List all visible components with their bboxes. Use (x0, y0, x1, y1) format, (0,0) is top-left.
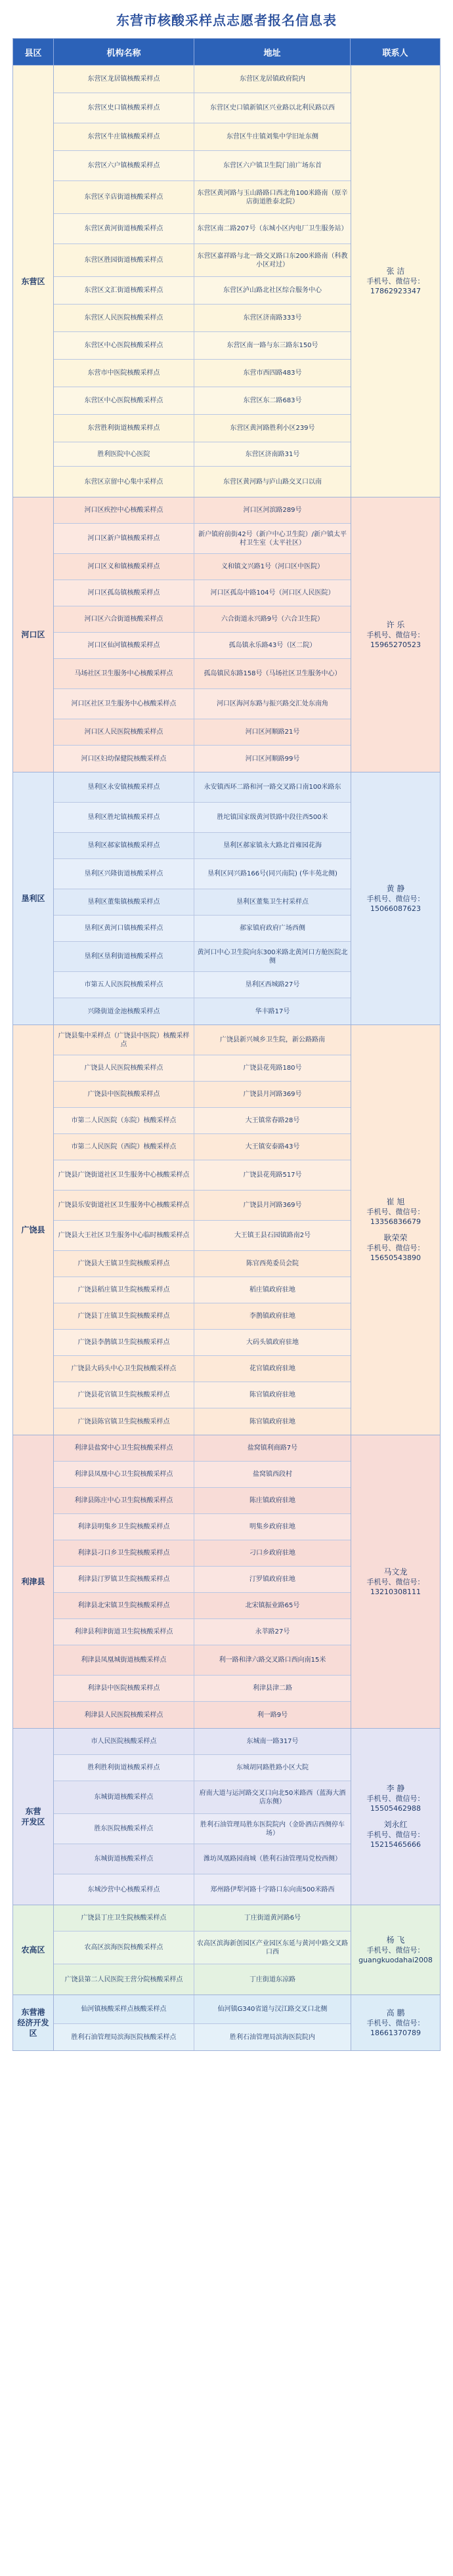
district-rows (54, 1729, 351, 1905)
table-row (54, 1729, 351, 1755)
table-row (54, 606, 351, 633)
org-name-cell: 市人民医院核酸采样点 (54, 1729, 194, 1754)
org-name-cell: 利津县陈庄中心卫生院核酸采样点 (54, 1488, 194, 1513)
org-name-cell: 东营区史口镇核酸采样点 (54, 93, 194, 123)
address-cell: 东营区黄河路胜利小区239号 (230, 425, 315, 432)
table-row (54, 1303, 351, 1330)
table-row (54, 467, 351, 497)
org-name-cell: 东营区辛店街道核酸采样点 (54, 181, 194, 213)
table-row (54, 244, 351, 277)
org-name-cell: 东营市中医院核酸采样点 (54, 360, 194, 387)
org-name-cell: 广饶县中医院核酸采样点 (54, 1082, 194, 1107)
address-cell: 东营区六户镇卫生院门前广场东首 (194, 151, 351, 180)
org-name-cell: 广饶县丁庄卫生院核酸采样点 (54, 1905, 194, 1931)
org-name-cell: 利津县凤凰城街道核酸采样点 (54, 1645, 194, 1675)
address-cell: 垦利区同兴路166号(同兴南院) (华丰苑北侧) (194, 859, 351, 889)
org-name-cell: 广饶县乐安街道社区卫生服务中心核酸采样点 (54, 1191, 194, 1220)
org-name-cell: 河口区新户镇核酸采样点 (54, 524, 194, 553)
district-rows (54, 1435, 351, 1728)
org-name-cell: 利津县明集乡卫生院核酸采样点 (54, 1514, 194, 1540)
org-name-cell: 河口区六合街道核酸采样点 (54, 606, 194, 632)
org-name-cell: 广饶县大王镇卫生院核酸采样点 (54, 1251, 194, 1277)
org-name-cell: 广饶县李鹊镇卫生院核酸采样点 (54, 1330, 194, 1355)
address-cell: 郝家镇府政府广场西侧 (194, 916, 351, 941)
table-row (54, 1964, 351, 1995)
contact-phone: 13210308111 (370, 1587, 421, 1596)
org-name-cell: 市第二人民医院（东院）核酸采样点 (54, 1108, 194, 1133)
address-cell: 盐窝镇利商路7号 (247, 1445, 298, 1452)
address-cell: 稻庄镇政府驻地 (194, 1277, 351, 1303)
address-cell: 东营区牛庄镇刘集中学旧址东侧 (226, 133, 318, 140)
table-row (54, 689, 351, 719)
table-row (54, 93, 351, 123)
org-name-cell: 广饶县花官镇卫生院核酸采样点 (54, 1382, 194, 1408)
org-name-cell: 东城街道核酸采样点 (54, 1781, 194, 1813)
address-cell: 河口区河滨路289号 (243, 507, 302, 514)
table-row (54, 1844, 351, 1874)
org-name-cell: 河口区仙河镇核酸采样点 (54, 633, 194, 658)
table-row (54, 2024, 351, 2050)
org-name-cell: 河口区孤岛镇核酸采样点 (54, 580, 194, 606)
table-row (54, 1702, 351, 1728)
org-name-cell: 东营胜利街道核酸采样点 (54, 415, 194, 442)
address-cell: 华丰路17号 (255, 1007, 290, 1015)
org-name-cell: 利津县盐窝中心卫生院核酸采样点 (54, 1435, 194, 1461)
org-name-cell: 河口区人民医院核酸采样点 (54, 719, 194, 745)
org-name-cell: 河口区妇幼保健院核酸采样点 (54, 746, 194, 772)
org-name-cell: 胜东医院核酸采样点 (54, 1814, 194, 1844)
address-cell: 郑州路伊犁河路十字路口东向南500米路西 (194, 1874, 351, 1905)
address-cell: 花官镇政府驻地 (249, 1365, 295, 1372)
table-row (54, 580, 351, 606)
table-row (54, 1645, 351, 1676)
address-cell: 刁口乡政府驻地 (249, 1550, 295, 1557)
address-cell: 明集乡政府驻地 (194, 1514, 351, 1540)
address-cell: 东营区史口镇新镇区兴业路以北利民路以西 (194, 93, 351, 123)
address-cell: 府南大道与运河路交叉口向北50米路西（蓝海大酒店东侧） (199, 1789, 346, 1805)
address-cell: 垦利区西城路27号 (194, 972, 351, 998)
table-row (54, 1408, 351, 1435)
table-row (54, 772, 351, 803)
table-row (54, 305, 351, 332)
table-row (54, 1593, 351, 1619)
district-block-gangqu (13, 1995, 440, 2050)
table-row (54, 1251, 351, 1277)
address-cell: 广饶县月河路369号 (243, 1202, 302, 1209)
table-row (54, 1619, 351, 1645)
table-row (54, 1160, 351, 1191)
org-name-cell: 广饶县大王社区卫生服务中心临时核酸采样点 (54, 1221, 194, 1250)
table-row (54, 181, 351, 214)
header-org: 机构名称 (54, 39, 194, 65)
table-row (54, 1191, 351, 1221)
address-cell: 垦利区郝家镇永大路北首雍园花海 (223, 842, 322, 849)
address-cell: 河口区河顺路21号 (245, 728, 300, 736)
district-name: 垦利区 (13, 772, 54, 1024)
district-name: 东营港 经济开发区 (13, 1995, 54, 2050)
table-row (54, 972, 351, 998)
org-name-cell: 东营区胜园街道核酸采样点 (54, 244, 194, 276)
address-cell: 东城南一路317号 (246, 1738, 299, 1745)
org-name-cell: 利津县汀罗镇卫生院核酸采样点 (54, 1567, 194, 1592)
address-cell: 广饶县新兴城乡卫生院，新公路路南 (220, 1036, 325, 1044)
org-name-cell: 利津县中医院核酸采样点 (54, 1676, 194, 1701)
table-row (54, 1781, 351, 1814)
org-name-cell: 胜利医院中心医院 (54, 442, 194, 466)
table-row (54, 554, 351, 580)
contact-name: 许 乐 (386, 620, 405, 629)
table-row (54, 1567, 351, 1593)
header-district: 县区 (13, 39, 54, 65)
header-contact: 联系人 (382, 48, 408, 58)
org-name-cell: 胜利胜利街道核酸采样点 (54, 1755, 194, 1781)
table-row (54, 442, 351, 467)
address-cell: 永安镇西环二路和河一路交叉路口南100米路东 (204, 784, 341, 791)
address-cell: 垦利区董集卫生村采样点 (236, 898, 309, 906)
org-name-cell: 东营区黄河街道核酸采样点 (54, 214, 194, 243)
district-name: 农高区 (13, 1905, 54, 1995)
contact-name: 杨 飞 (386, 1935, 405, 1945)
district-block-kaifaqu (13, 1728, 440, 1905)
address-cell: 丁庄街道黄河路6号 (244, 1914, 301, 1922)
address-cell: 大码头镇政府驻地 (194, 1330, 351, 1355)
table-row (54, 1277, 351, 1303)
table-row (54, 916, 351, 942)
address-cell: 东营区南一路与东三路东150号 (194, 332, 351, 359)
table-row (54, 1108, 351, 1134)
address-cell: 陈官镇政府驻地 (194, 1382, 351, 1408)
contact-phone: 15650543890 (370, 1254, 421, 1262)
header-address: 地址 (194, 39, 351, 65)
address-cell: 丁庄街道东凉路 (249, 1975, 295, 1983)
district-block-dongying (13, 65, 440, 497)
org-name-cell: 东城街道核酸采样点 (54, 1844, 194, 1874)
contact-cell (351, 772, 440, 1024)
contact-phone: 17862923347 (370, 287, 421, 295)
org-name-cell: 胜利石油管理局滨海医院核酸采样点 (54, 2024, 194, 2050)
district-name: 东营区 (13, 66, 54, 497)
org-name-cell: 东营区牛庄镇核酸采样点 (54, 123, 194, 150)
address-cell: 东营区济南路31号 (194, 442, 351, 466)
table-row (54, 360, 351, 387)
table-row (54, 1814, 351, 1844)
table-row (54, 214, 351, 244)
volunteer-table (12, 38, 441, 2051)
table-row (54, 1755, 351, 1781)
address-cell: 利一路9号 (257, 1711, 288, 1719)
table-row (54, 1540, 351, 1567)
address-cell: 广饶县月河路369号 (243, 1091, 302, 1098)
org-name-cell: 广饶县稻庄镇卫生院核酸采样点 (54, 1277, 194, 1303)
table-row (54, 1221, 351, 1251)
org-name-cell: 河口区义和镇核酸采样点 (54, 554, 194, 580)
org-name-cell: 东城沙营中心核酸采样点 (54, 1874, 194, 1905)
org-name-cell: 仙河镇核酸采样点核酸采样点 (54, 1995, 194, 2023)
org-name-cell: 垦利区兴隆街道核酸采样点 (54, 859, 194, 889)
contact-name: 耿荣荣 (383, 1233, 408, 1242)
address-cell: 东营区东二路683号 (194, 387, 351, 414)
address-cell: 陈官镇政府驻地 (249, 1418, 295, 1425)
address-cell: 仙河镇G340省道与汉江路交叉口北侧 (217, 2006, 328, 2013)
contact-phone-label: 手机号、微信号： (366, 1208, 425, 1216)
table-row (54, 1356, 351, 1382)
table-header (13, 39, 440, 65)
table-row (54, 123, 351, 151)
contact-name: 刘永红 (383, 1820, 408, 1829)
org-name-cell: 广饶县丁庄镇卫生院核酸采样点 (54, 1303, 194, 1329)
address-cell: 陈官西苑委员会院 (246, 1260, 299, 1267)
table-row (54, 1330, 351, 1356)
table-body (13, 65, 440, 2050)
address-cell: 孤岛镇永乐路43号（区二院） (194, 633, 351, 658)
district-rows (54, 1995, 351, 2050)
org-name-cell: 利津县凤凰中心卫生院核酸采样点 (54, 1462, 194, 1487)
org-name-cell: 广饶县第二人民医院王营分院核酸采样点 (54, 1964, 194, 1995)
contact-phone-label: 手机号、微信号： (366, 277, 425, 285)
contact-name: 黄 静 (386, 883, 405, 893)
org-name-cell: 东营区中心医院核酸采样点 (54, 387, 194, 414)
address-cell: 东营区黄河路与庐山路交叉口以南 (223, 478, 322, 486)
table-row (54, 1488, 351, 1514)
table-row (54, 332, 351, 360)
contact-phone: 15066087623 (370, 904, 421, 913)
address-cell: 大王镇常春路28号 (194, 1108, 351, 1133)
org-name-cell: 垦利区董集镇核酸采样点 (54, 889, 194, 915)
org-name-cell: 利津县北宋镇卫生院核酸采样点 (54, 1593, 194, 1618)
table-row (54, 833, 351, 859)
org-name-cell: 东营区六户镇核酸采样点 (54, 151, 194, 180)
address-cell: 胜坨镇国家级黄河铁路中段往西500米 (194, 803, 351, 832)
address-cell: 盐窝镇西段村 (194, 1462, 351, 1487)
org-name-cell: 利津县人民医院核酸采样点 (54, 1702, 194, 1728)
contact-name: 李 静 (386, 1784, 405, 1793)
address-cell: 孤岛镇民东路158号（马场社区卫生服务中心） (204, 670, 341, 677)
table-row (54, 66, 351, 93)
address-cell: 永莘路27号 (194, 1619, 351, 1645)
contact-phone-label: 手机号、微信号： (366, 1577, 425, 1586)
district-name: 河口区 (13, 497, 54, 772)
table-row (54, 1514, 351, 1540)
contact-phone: 15965270523 (370, 640, 421, 649)
address-cell: 胜利石油管理局滨海医院院内 (194, 2024, 351, 2050)
address-cell: 东营区黄河路与玉山路路口西北角100米路南（原辛店街道胜泰北院） (197, 189, 348, 205)
org-name-cell: 广饶县大码头中心卫生院核酸采样点 (54, 1356, 194, 1382)
contact-phone: 15505462988 (370, 1804, 421, 1813)
table-row (54, 151, 351, 181)
table-row (54, 1874, 351, 1905)
address-cell: 胜利石油管理局胜东医院院内（金卧酒店西侧停车场） (194, 1814, 351, 1844)
org-name-cell: 东营区文汇街道核酸采样点 (54, 277, 194, 304)
contact-phone-label: 手机号、微信号： (366, 630, 425, 639)
address-cell: 广饶县花苑路180号 (194, 1055, 351, 1081)
org-name-cell: 广饶县广饶街道社区卫生服务中心核酸采样点 (54, 1160, 194, 1190)
address-cell: 东营市西四路483号 (243, 370, 302, 377)
table-row (54, 415, 351, 442)
address-cell: 义和镇文兴路1号（河口区中医院） (221, 563, 324, 570)
address-cell: 大王镇安泰路43号 (245, 1143, 300, 1151)
org-name-cell: 广饶县陈官镇卫生院核酸采样点 (54, 1408, 194, 1435)
table-row (54, 1382, 351, 1408)
address-cell: 农高区滨海新创园区产业园区东延与黄河中路交叉路口西 (194, 1932, 351, 1964)
contact-phone-label: 手机号、微信号： (366, 1794, 425, 1803)
contact-cell (351, 66, 440, 497)
contact-phone-label: 手机号、微信号： (366, 1830, 425, 1839)
address-cell: 河口区孤岛中路104号（河口区人民医院） (194, 580, 351, 606)
table-row (54, 889, 351, 916)
table-row (54, 1676, 351, 1702)
org-name-cell: 兴隆街道金池核酸采样点 (54, 998, 194, 1024)
table-row (54, 659, 351, 689)
table-row (54, 719, 351, 746)
address-cell: 利一路和津六路交叉路口西向南15米 (219, 1657, 326, 1664)
org-name-cell: 东营区龙居镇核酸采样点 (54, 66, 194, 93)
address-cell: 潍坊凤凰路园商城（胜利石油管理局党校西侧） (204, 1855, 341, 1863)
table-row (54, 1435, 351, 1462)
table-row (54, 277, 351, 305)
contact-name: 崔 旭 (386, 1197, 405, 1206)
table-row (54, 497, 351, 524)
contact-phone: 15215465666 (370, 1840, 421, 1849)
contact-phone-label: 手机号、微信号： (366, 1945, 425, 1954)
table-row (54, 524, 351, 554)
title-bar (0, 0, 453, 38)
table-row (54, 387, 351, 415)
org-name-cell: 市第二人民医院（西院）核酸采样点 (54, 1134, 194, 1160)
table-row (54, 998, 351, 1024)
contact-phone: 13356836679 (370, 1217, 421, 1226)
org-name-cell: 垦利区胜坨镇核酸采样点 (54, 803, 194, 832)
address-cell: 东营区济南路333号 (243, 314, 302, 322)
district-block-guangrao (13, 1024, 440, 1435)
contact-cell (351, 497, 440, 772)
contact-cell (351, 1995, 440, 2050)
contact-name: 张 洁 (386, 266, 405, 276)
org-name-cell: 东营区京留中心集中采样点 (54, 467, 194, 497)
org-name-cell: 农高区滨海医院核酸采样点 (54, 1932, 194, 1964)
district-block-lijin (13, 1435, 440, 1728)
district-name: 广饶县 (13, 1025, 54, 1435)
address-cell: 李鹊镇政府驻地 (249, 1313, 295, 1320)
org-name-cell: 利津县利津街道卫生院核酸采样点 (54, 1619, 194, 1645)
org-name-cell: 河口区疾控中心核酸采样点 (54, 497, 194, 523)
contact-cell (351, 1905, 440, 1995)
address-cell: 河口区海河东路与振兴路交汇处东南角 (194, 689, 351, 719)
address-cell: 广饶县花苑路517号 (194, 1160, 351, 1190)
org-name-cell: 垦利区黄河口镇核酸采样点 (54, 916, 194, 941)
table-row (54, 1082, 351, 1108)
contact-phone-label: 手机号、微信号： (366, 2018, 425, 2027)
address-cell: 东营区南二路207号（东城小区内电厂卫生服务站） (194, 214, 351, 243)
org-name-cell: 市第五人民医院核酸采样点 (54, 972, 194, 998)
address-cell: 陈庄镇政府驻地 (249, 1497, 295, 1504)
contact-cell (351, 1025, 440, 1435)
district-name: 东营 开发区 (13, 1729, 54, 1905)
address-cell: 六合街道永兴路9号（六合卫生院） (221, 616, 324, 623)
org-name-cell: 利津县刁口乡卫生院核酸采样点 (54, 1540, 194, 1566)
district-block-kenli (13, 772, 440, 1024)
table-row (54, 803, 351, 833)
org-name-cell: 垦利区垦利街道核酸采样点 (54, 942, 194, 971)
table-row (54, 633, 351, 659)
org-name-cell: 垦利区永安镇核酸采样点 (54, 772, 194, 802)
district-name: 利津县 (13, 1435, 54, 1728)
address-cell: 黄河口中心卫生院向东300米路北黄河口方舱医院北侧 (197, 948, 348, 965)
contact-cell (351, 1435, 440, 1728)
org-name-cell: 河口区社区卫生服务中心核酸采样点 (54, 689, 194, 719)
table-row (54, 1905, 351, 1932)
contact-name: 高 鹏 (386, 2008, 405, 2017)
address-cell: 新户镇府前街42号（新户中心卫生院）/新户镇太平村卫生室（太平社区） (194, 524, 351, 553)
table-row (54, 942, 351, 972)
org-name-cell: 东营区中心医院核酸采样点 (54, 332, 194, 359)
address-cell: 大王镇王县石园镇路南2号 (194, 1221, 351, 1250)
table-row (54, 1462, 351, 1488)
contact-cell (351, 1729, 440, 1905)
org-name-cell: 广饶县人民医院核酸采样点 (54, 1055, 194, 1081)
district-rows (54, 1905, 351, 1995)
address-cell: 汀罗镇政府驻地 (194, 1567, 351, 1592)
contact-phone-label: 手机号、微信号： (366, 1244, 425, 1252)
page-title: 东营市核酸采样点志愿者报名信息表 (116, 12, 337, 28)
table-row (54, 1055, 351, 1082)
org-name-cell: 广饶县集中采样点（广饶县中医院）核酸采样点 (54, 1025, 194, 1055)
table-row (54, 1025, 351, 1055)
org-name-cell: 垦利区郝家镇核酸采样点 (54, 833, 194, 858)
district-block-nonggao (13, 1905, 440, 1995)
district-block-hekou (13, 497, 440, 772)
org-name-cell: 东营区人民医院核酸采样点 (54, 305, 194, 331)
district-rows (54, 497, 351, 772)
district-rows (54, 772, 351, 1024)
contact-name: 马文龙 (383, 1567, 408, 1576)
contact-phone-label: 手机号、微信号： (366, 894, 425, 903)
address-cell: 北宋镇振业路65号 (245, 1602, 300, 1609)
district-rows (54, 66, 351, 497)
table-row (54, 1134, 351, 1160)
table-row (54, 746, 351, 772)
address-cell: 东营区龙居镇政府院内 (240, 75, 305, 83)
contact-phone: 18661370789 (370, 2028, 421, 2037)
address-cell: 东营区嘉祥路与北一路交叉路口东200米路南（科教小区对过） (197, 252, 348, 268)
contact-phone: guangkuodahai2008 (358, 1955, 433, 1964)
address-cell: 东城胡同路胜路小区大院 (194, 1755, 351, 1781)
table-row (54, 859, 351, 889)
district-rows (54, 1025, 351, 1435)
address-cell: 河口区河顺路99号 (194, 746, 351, 772)
org-name-cell: 马场社区卫生服务中心核酸采样点 (54, 659, 194, 688)
address-cell: 利津县津二路 (194, 1676, 351, 1701)
table-row (54, 1932, 351, 1964)
table-row (54, 1995, 351, 2024)
address-cell: 东营区泸山路北社区综合服务中心 (194, 277, 351, 304)
